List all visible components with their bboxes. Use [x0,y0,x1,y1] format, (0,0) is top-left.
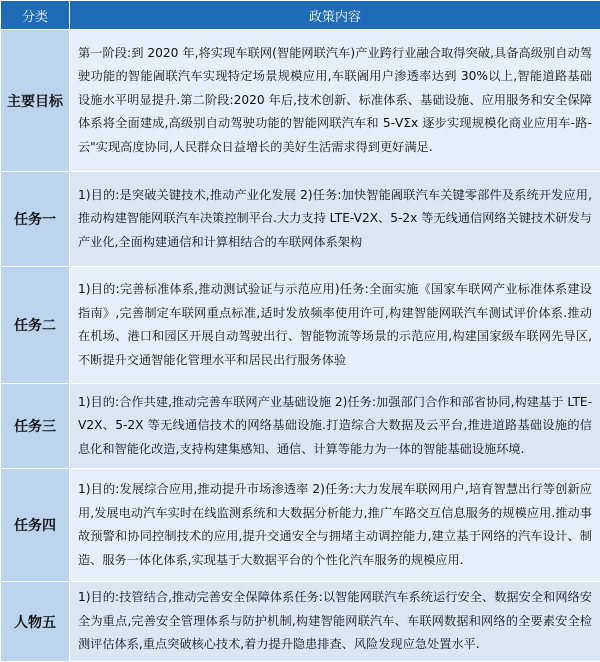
table-row [1,469,600,582]
header-category: 分类 [1,1,70,30]
row-category: 任务三 [1,384,70,469]
row-category: 人物五 [1,582,70,662]
row-content: 1)目的:完善标准体系,推动测试验证与示范应用)任务:全面实施《国家车联网产业标准体系建设指南》,完善制定车联网重点标准,适时发放频率使用许可,构建智能网联汽车测试评价体系.推动在机场、港口和园区开展自动驾驶出行、智能物流等场景的示范应用,构建国家级车联网先导区,不断提升交通智能化管理水平和居民出行服务体验 [70,267,600,384]
row-category: 任务一 [1,172,70,267]
table-header-row [1,1,600,30]
table-row [1,384,600,469]
row-content: 1)目的:是突破关键技术,推动产业化发展 2)任务:加快智能阇联汽车关键零部件及系统开发应用,推动构建智能网联汽车决策控制平台.大力支持 LTE-V2X、5-2x 等无线通信网络关键技术研发与产业化,全面构建通信和计算相结合的车联网体系架构 [70,172,600,267]
header-policy-content: 政策内容 [70,1,600,30]
table-row [1,267,600,384]
row-category: 主要目标 [1,30,70,172]
table-row [1,582,600,662]
table-row [1,172,600,267]
row-category: 任务四 [1,469,70,582]
table-row [1,30,600,172]
row-content: 1)目的:合作共建,推动完善车联网产业基础设施 2)任务:加强部门合作和部省协同,构建基于 LTE-V2X、5-2X 等无线通信技术的网络基础设施.打造综合大数据及云平台,推进道路基础设施的信息化和智能化改造,支持构建集感知、通信、计算等能力为一体的智能基础设施环境. [70,384,600,469]
row-content: 1)目的:发展综合应用,推动提升市场渗透率 2)任务:大力发展车联网用户,培育智慧出行等创新应用,发展电动汽车实时在线监测系统和大数据分析能力,推广车路交互信息服务的规模应用.推动事故预警和协同控制技术的应用,提升交通安全与拥堵主动调控能力,建立基于网络的汽车设计、制造、服务一体化体系,实现基于大数据平台的个性化汽车服务的规模应用. [70,469,600,582]
row-content: 第一阶段:到 2020 年,将实现车联网(智能网联汽车)产业跨行业融合取得突破,具备高级别自动驾驶功能的智能阇联汽车实现特定场景规模应用,车联阇用户渗透率达到 30%以上,智能道路基础设施水平明显提升.第二阶段:2020 年后,技术创新、标准体系、基础设施、应用服务和安全保障体系将全面建成,高级别自动驾驶功能的智能网联汽车和 5-VΣx 逐步实现规模化商业应用车-路-云"实现高度协同,人民群众日益增长的美好生活需求得到更好满足. [70,30,600,172]
row-category: 任务二 [1,267,70,384]
row-content: 1)目的:技管结合,推动完善安全保障体系任务:以智能网联汽车系统运行安全、数据安全和网络安全为重点,完善安全管理体系与防护机制,构建智能网联汽车、车联网数据和网络的全要素安全检测评估体系,重点突破核心技术,着力提升隐患排查、风险发现应急处置水平. [70,582,600,662]
